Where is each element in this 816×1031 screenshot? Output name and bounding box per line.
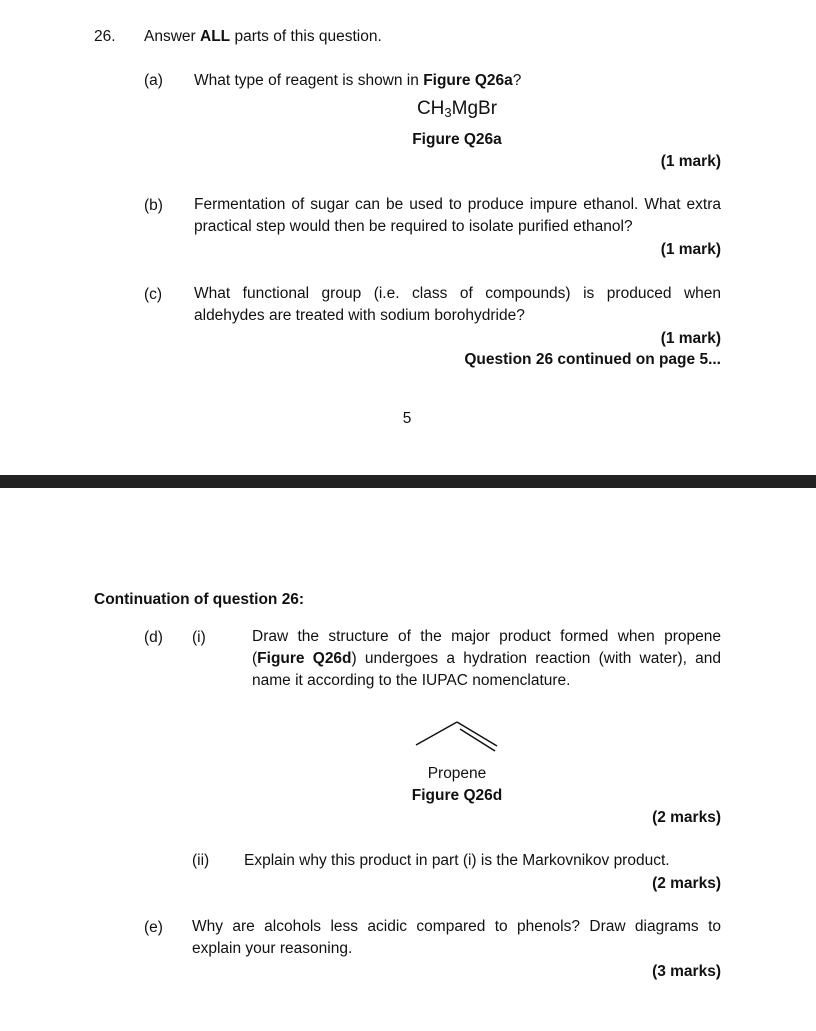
page-divider xyxy=(0,475,816,488)
continuation-heading: Continuation of question 26: xyxy=(94,591,305,608)
part-e-question: Why are alcohols less acidic compared to phenols? Draw diagrams to explain your reasoning. xyxy=(192,918,721,957)
part-c-label: (c) xyxy=(144,286,163,303)
part-c-question: What functional group (i.e. class of compounds) is produced when aldehydes are treated with sodium borohydride? xyxy=(194,285,721,324)
question-number: 26. xyxy=(94,28,116,45)
part-a-question: What type of reagent is shown in Figure Q26a? xyxy=(194,72,522,89)
part-b-label: (b) xyxy=(144,197,163,214)
part-d-ii-marks: (2 marks) xyxy=(652,875,721,892)
part-d-ii-label: (ii) xyxy=(192,852,210,869)
figure-q26d-caption: Figure Q26d xyxy=(411,787,503,804)
page-number: 5 xyxy=(402,410,412,427)
part-c-marks: (1 mark) xyxy=(660,330,721,347)
part-a-label: (a) xyxy=(144,72,163,89)
continued-note: Question 26 continued on page 5... xyxy=(464,351,721,368)
part-d-label: (d) xyxy=(144,629,163,646)
part-e-marks: (3 marks) xyxy=(652,963,721,980)
part-b-marks: (1 mark) xyxy=(660,241,721,258)
part-d-i-marks: (2 marks) xyxy=(652,809,721,826)
question-intro: Answer ALL parts of this question. xyxy=(144,28,382,45)
figure-q26a-caption: Figure Q26a xyxy=(412,131,502,148)
part-d-i-label: (i) xyxy=(192,629,206,646)
propene-skeletal-structure xyxy=(412,718,502,754)
propene-label: Propene xyxy=(427,765,487,782)
part-e-label: (e) xyxy=(144,919,163,936)
part-b-question: Fermentation of sugar can be used to produce impure ethanol. What extra practical step would then be required to isolate purified ethanol? xyxy=(194,196,721,235)
part-a-marks: (1 mark) xyxy=(660,153,721,170)
grignard-formula: $CH_3MgBr$ xyxy=(416,98,498,120)
part-d-i-question: Draw the structure of the major product formed when propene (Figure Q26d) undergoes a hydration reaction (with water), and name it according to the IUPAC nomenclature. xyxy=(252,628,722,689)
part-d-ii-question: Explain why this product in part (i) is the Markovnikov product. xyxy=(244,852,670,869)
